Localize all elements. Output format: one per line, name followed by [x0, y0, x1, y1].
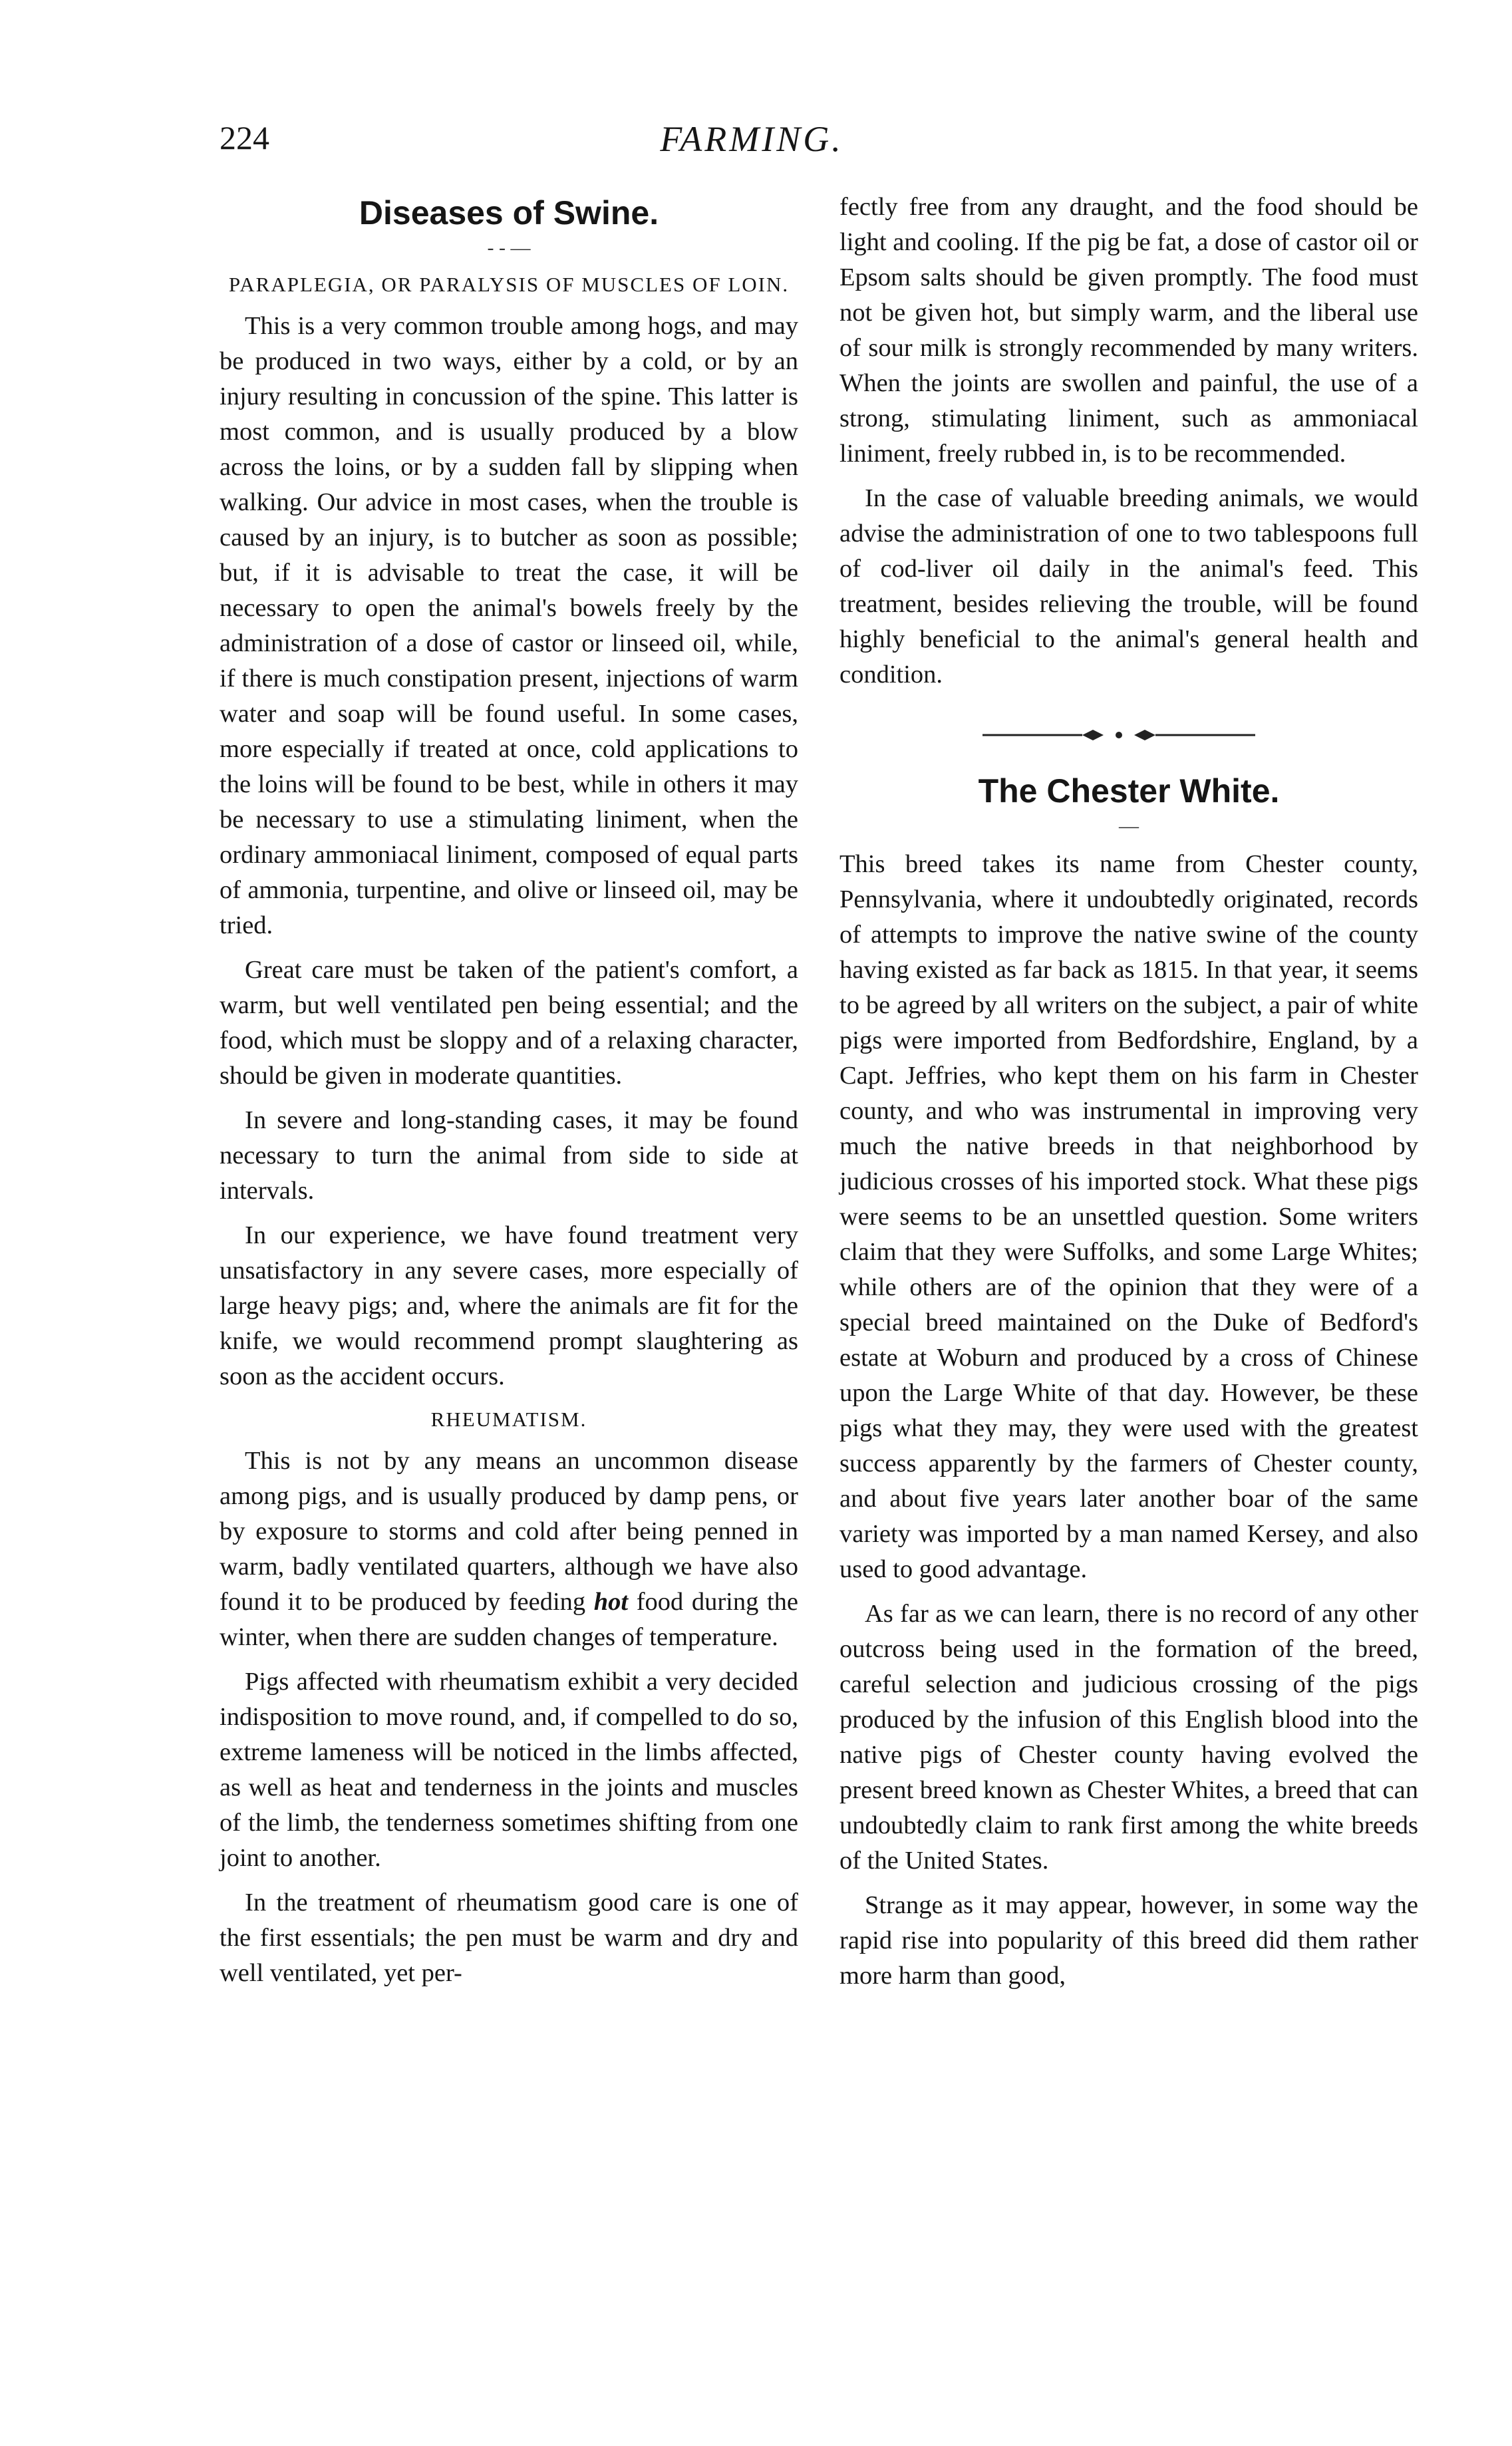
heading-ornament-dash: — — [1119, 815, 1139, 837]
paragraph: This is a very common trouble among hogs, and may be produced in two ways, either by a cold, or by an injury resulting in concussion of the spine. This latter is most common, and is usually produced by a blow across the loins, or by a sudden fall by slipping when walking. Our advice in most cases, when the trouble is caused by an injury, is to butcher as soon as possible; but, if it is advisable to treat the case, it will be necessary to open the animal's bowels freely by the administration of a dose of castor or linseed oil, while, if there is much constipation present, injections of warm water and soap will be found useful. In some cases, more especially if treated at once, cold applications to the loins will be found to be best, while in others it may be necessary to use a stimulating liniment, when the ordinary ammoniacal liniment, composed of equal parts of ammonia, turpentine, and olive or linseed oil, may be tried. — [220, 312, 798, 939]
paragraph: This breed takes its name from Chester county, Pennsylvania, where it undoubtedly originated, records of attempts to improve the native swine of the county having existed as far back as 1815. In that year, it seems to be agreed by all writers on the subject, a pair of white pigs were imported from Bedfordshire, England, by a Capt. Jeffries, who kept them on his farm in Chester county, and who was instrumental in improving very much the native breeds in that neighborhood by judicious crosses of his imported stock. What these pigs were seems to be an unsettled question. Some writers claim that they were Suffolks, and some Large Whites; while others are of the opinion that they were of a special breed maintained on the Duke of Bedford's estate at Woburn and produced by a cross of Chinese upon the Large White of that day. However, be these pigs what they may, they were used with the greatest success apparently by the farmers of Chester county, and about five years later another boar of the same variety was imported by a man named Kersey, and also used to good advantage. — [839, 850, 1418, 1583]
section-heading-diseases: Diseases of Swine. — [359, 194, 659, 231]
paragraph: In our experience, we have found treatment very unsatisfactory in any severe cases, more especially of large heavy pigs; and, where the animals are fit for the knife, we would recommend prompt slaughtering as soon as the accident occurs. — [220, 1221, 798, 1390]
section-heading-chester-white: The Chester White. — [978, 772, 1280, 810]
italic-word: hot — [593, 1588, 629, 1616]
section-divider — [839, 702, 1418, 762]
paragraph: Great care must be taken of the patient's comfort, a warm, but well ventilated pen being essential; and the food, which must be sloppy and of a relaxing character, should be given in moderate quantities. — [220, 956, 798, 1090]
left-column — [220, 193, 798, 2000]
paragraph: Strange as it may appear, however, in some way the rapid rise into popularity of this breed did them rather more harm than good, — [839, 1891, 1418, 1990]
paragraph: In the treatment of rheumatism good care is one of the first essentials; the pen must be warm and dry and well ventilated, yet per- — [220, 1889, 798, 1987]
right-column — [839, 190, 1418, 2003]
subhead-paraplegia: PARAPLEGIA, OR PARALYSIS OF MUSCLES OF LOIN. — [228, 273, 790, 296]
paragraph: In severe and long-standing cases, it may be found necessary to turn the animal from side to side at intervals. — [220, 1106, 798, 1205]
running-title: FARMING. — [660, 119, 843, 159]
paragraph: Pigs affected with rheumatism exhibit a very decided indisposition to move round, and, if compelled to do so, extreme lameness will be noticed in the limbs affected, as well as heat and tenderness in the joints and muscles of the limb, the tenderness sometimes shifting from one joint to another. — [220, 1668, 798, 1872]
running-head — [220, 118, 1284, 172]
heading-ornament-dash: - - — — [487, 237, 531, 259]
divider-ornament-icon — [983, 728, 1275, 742]
paragraph: As far as we can learn, there is no record of any other outcross being used in the formation of the breed, careful selection and judicious crossing of the pigs produced by the infusion of this English blood into the native pigs of Chester county having evolved the present breed known as Chester Whites, a breed that can undoubtedly claim to rank first among the white breeds of the United States. — [839, 1600, 1418, 1875]
text-run: food during the winter, when there are sudden changes of temperature. — [220, 1588, 798, 1651]
page-number: 224 — [220, 119, 269, 156]
paragraph — [220, 1444, 798, 1655]
subhead-rheumatism: RHEUMATISM. — [430, 1408, 587, 1431]
paragraph: In the case of valuable breeding animals, we would advise the administration of one to two tablespoons full of cod-liver oil daily in the animal's feed. This treatment, besides relieving the trouble, will be found highly beneficial to the animal's general health and condition. — [839, 484, 1418, 688]
paragraph-continued: fectly free from any draught, and the food should be light and cooling. If the pig be fat, a dose of castor oil or Epsom salts should be given promptly. The food must not be given hot, but simply warm, and the liberal use of sour milk is strongly recommended by many writers. When the joints are swollen and painful, the use of a strong, stimulating liniment, such as ammoniacal liniment, freely rubbed in, is to be recommended. — [839, 193, 1418, 468]
text-run: This is not by any means an uncommon disease among pigs, and is usually produced by damp pens, or by exposure to storms and cold after being penned in warm, badly ventilated quarters, although we have also found it to be produced by feeding — [220, 1447, 798, 1616]
